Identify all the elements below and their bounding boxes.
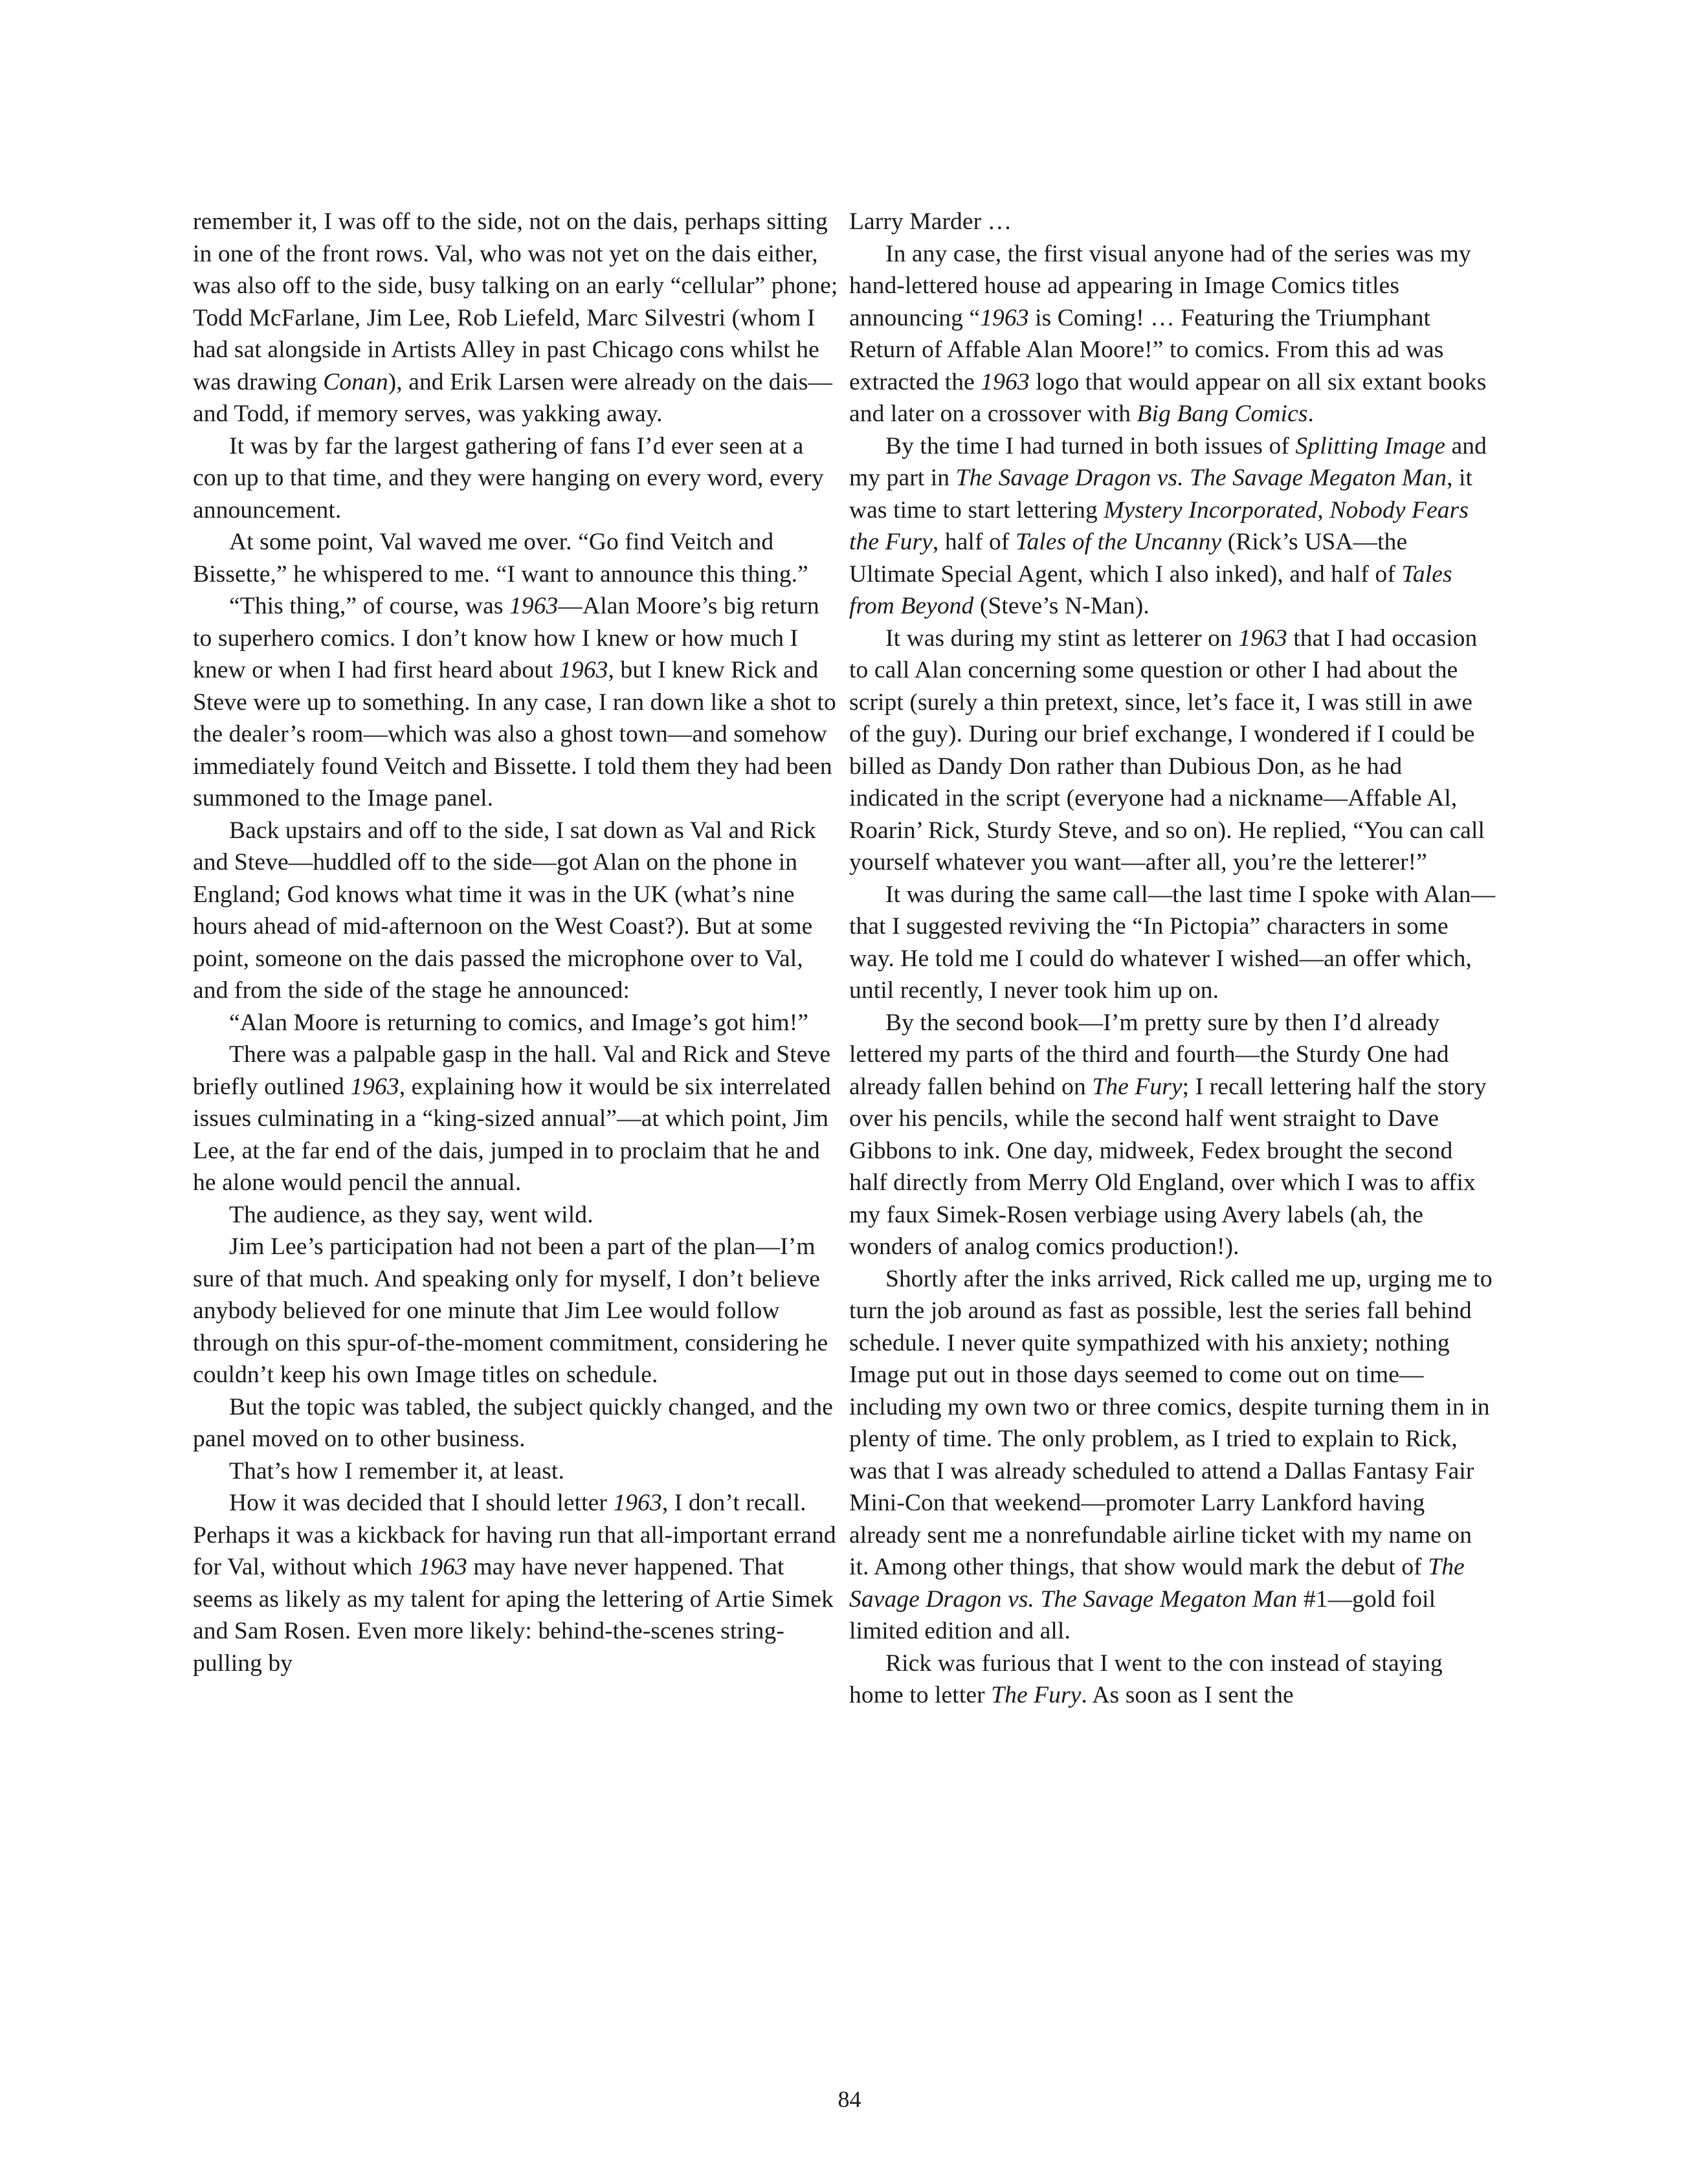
paragraph [849, 430, 1496, 623]
text-segment: But the topic was tabled, the subject quickly changed, and the panel moved on to other business. [193, 1393, 834, 1452]
italic-title-text: 1963 [1238, 624, 1287, 652]
text-segment: Back upstairs and off to the side, I sat down as Val and Rick and Steve—huddled off to the side—got Alan on the phone in England; God knows what time it was in the UK (what’s nine hours ahead of mid-afternoon on the West Coast?). But at some point, someone on the dais passed the microphone over to Val, and from the side of the stage he announced: [193, 817, 816, 1004]
italic-title-text: 1963 [980, 304, 1029, 331]
italic-title-text: 1963 [350, 1073, 399, 1100]
paragraph [193, 1391, 840, 1455]
italic-title-text: 1963 [981, 368, 1030, 395]
text-segment: . [1307, 401, 1314, 427]
page-number: 84 [838, 2086, 861, 2112]
text-segment: logo that would appear on all six extant books and later on a crossover with [849, 368, 1487, 427]
text-segment: ; I recall lettering half the story over his pencils, while the second half went straight to Dave Gibbons to ink. One day, midweek, Fedex brought the second half directly from Merry Old England, over which I was to affix my faux Simek-Rosen verbiage using Avery labels (ah, the wonders of analog comics production!). [849, 1073, 1487, 1260]
paragraph [193, 206, 840, 430]
left-column [193, 206, 840, 1679]
text-segment: There was a palpable gasp in the hall. Val and Rick and Steve briefly outlined [193, 1041, 831, 1100]
paragraph [849, 1648, 1496, 1712]
italic-title-text: Tales from Beyond [849, 560, 1452, 619]
text-segment: . As soon as I sent the [1081, 1682, 1294, 1708]
text-segment: By the time I had turned in both issues of [885, 432, 1296, 459]
italic-title-text: Mystery Incorporated [1104, 496, 1318, 524]
paragraph [193, 430, 840, 527]
text-segment: It was during the same call—the last time I spoke with Alan—that I suggested reviving the “In Pictopia” characters in some way. He told me I could do whatever I wished—an offer which, until recently, I never took him up on. [849, 881, 1496, 1004]
text-segment: (Rick’s USA—the Ultimate Special Agent, which I also inked), and half of [849, 529, 1408, 588]
italic-title-text: 1963 [613, 1490, 662, 1516]
text-segment: At some point, Val waved me over. “Go find Veitch and Bissette,” he whispered to me. “I want to announce this thing.” [193, 529, 808, 588]
italic-title-text: Nobody Fears the Fury [849, 496, 1469, 555]
text-segment: and my part in [849, 432, 1487, 491]
paragraph [193, 1455, 840, 1488]
italic-title-text: 1963 [418, 1554, 467, 1580]
text-segment: Jim Lee’s participation had not been a part of the plan—I’m sure of that much. And speaking only for myself, I don’t believe anybody believed for one minute that Jim Lee would follow through on this spur-of-the-moment commitment, considering he couldn’t keep his own Image titles on schedule. [193, 1233, 828, 1388]
text-segment: , [1317, 496, 1330, 524]
italic-title-text: 1963 [509, 593, 559, 619]
paragraph [849, 206, 1496, 238]
paragraph [849, 1007, 1496, 1263]
italic-title-text: 1963 [559, 657, 608, 683]
text-segment: —Alan Moore’s big return to superhero comics. I don’t know how I knew or how much I knew or when I had first heard about [193, 593, 819, 683]
text-segment: ), and Erik Larsen were already on the dais—and Todd, if memory serves, was yakking away. [193, 368, 833, 427]
text-segment: (Steve’s N-Man). [973, 593, 1149, 619]
paragraph [193, 1487, 840, 1679]
paragraph [849, 238, 1496, 430]
paragraph [193, 1231, 840, 1391]
paragraph [849, 879, 1496, 1007]
paragraph [193, 1039, 840, 1199]
text-segment: “Alan Moore is returning to comics, and Image’s got him!” [229, 1009, 809, 1036]
italic-title-text: Big Bang Comics [1137, 401, 1308, 427]
text-segment: How it was decided that I should letter [229, 1490, 614, 1516]
paragraph [849, 623, 1496, 879]
text-segment: , explaining how it would be six interrelated issues culminating in a “king-sized annual”—at which point, Jim Lee, at the far end of the dais, jumped in to proclaim that he and he alone would pencil the annual. [193, 1073, 831, 1196]
text-segment: is Coming! … Featuring the Triumphant Return of Affable Alan Moore!” to comics. From this ad was extracted the [849, 304, 1444, 395]
text-segment: Rick was furious that I went to the con instead of staying home to letter [849, 1649, 1443, 1708]
paragraph [849, 1263, 1496, 1648]
text-segment: may have never happened. That seems as likely as my talent for aping the lettering of Artie Simek and Sam Rosen. Even more likely: behind-the-scenes string-pulling by [193, 1554, 834, 1677]
italic-title-text: Splitting Image [1295, 432, 1446, 459]
italic-title-text: Conan [323, 368, 388, 395]
text-segment: Shortly after the inks arrived, Rick called me up, urging me to turn the job around as fast as possible, lest the series fall behind schedule. I never quite sympathized with his anxiety; nothing Image put out in those days seemed to come out on time—including my own two or three comics, despite turning them in in plenty of time. The only problem, as I tried to explain to Rick, was that I was already scheduled to attend a Dallas Fantasy Fair Mini-Con that weekend—promoter Larry Lankford having already sent me a nonrefundable airline ticket with my name on it. Among other things, that show would mark the debut of [849, 1265, 1493, 1580]
paragraph [193, 1199, 840, 1231]
italic-title-text: The Fury [991, 1682, 1082, 1708]
text-segment: The audience, as they say, went wild. [229, 1201, 594, 1228]
italic-title-text: The Fury [1092, 1073, 1183, 1100]
paragraph [193, 590, 840, 815]
text-segment: It was by far the largest gathering of fans I’d ever seen at a con up to that time, and they were hanging on every word, every announcement. [193, 432, 824, 524]
text-segment: that I had occasion to call Alan concerning some question or other I had about the script (surely a thin pretext, since, let’s face it, I was still in awe of the guy). During our brief exchange, I wondered if I could be billed as Dandy Don rather than Dubious Don, as he had indicated in the script (everyone had a nickname—Affable Al, Roarin’ Rick, Sturdy Steve, and so on). He replied, “You can call yourself whatever you want—after all, you’re the letterer!” [849, 624, 1485, 876]
right-column [849, 206, 1496, 1712]
text-segment: In any case, the first visual anyone had of the series was my hand-lettered house ad appearing in Image Comics titles announcing “ [849, 240, 1471, 331]
text-segment: Larry Marder … [849, 208, 1012, 235]
italic-title-text: The Savage Dragon vs. The Savage Megaton Man [955, 465, 1447, 491]
paragraph [193, 526, 840, 590]
text-segment: #1—gold foil limited edition and all. [849, 1585, 1436, 1644]
text-segment: , it was time to start lettering [849, 465, 1473, 524]
paragraph [193, 1007, 840, 1039]
text-segment: “This thing,” of course, was [229, 593, 509, 619]
text-segment: That’s how I remember it, at least. [229, 1457, 564, 1484]
italic-title-text: The Savage Dragon vs. The Savage Megaton Man [849, 1554, 1465, 1613]
text-segment: , but I knew Rick and Steve were up to something. In any case, I ran down like a shot to the dealer’s room—which was also a ghost town—and somehow immediately found Veitch and Bissette. I told them they had been summoned to the Image panel. [193, 657, 836, 811]
text-segment: By the second book—I’m pretty sure by then I’d already lettered my parts of the third and fourth—the Sturdy One had already fallen behind on [849, 1009, 1449, 1100]
text-segment: , I don’t recall. Perhaps it was a kickback for having run that all-important errand for Val, without which [193, 1490, 836, 1580]
paragraph [193, 815, 840, 1007]
italic-title-text: Tales of the Uncanny [1015, 529, 1222, 555]
text-segment: It was during my stint as letterer on [885, 624, 1239, 652]
text-segment: , half of [932, 529, 1016, 555]
text-segment: remember it, I was off to the side, not on the dais, perhaps sitting in one of the front rows. Val, who was not yet on the dais either, was also off to the side, busy talking on an early “cellular” phone; Todd McFarlane, Jim Lee, Rob Liefeld, Marc Silvestri (whom I had sat alongside in Artists Alley in past Chicago cons whilst he was drawing [193, 208, 838, 395]
